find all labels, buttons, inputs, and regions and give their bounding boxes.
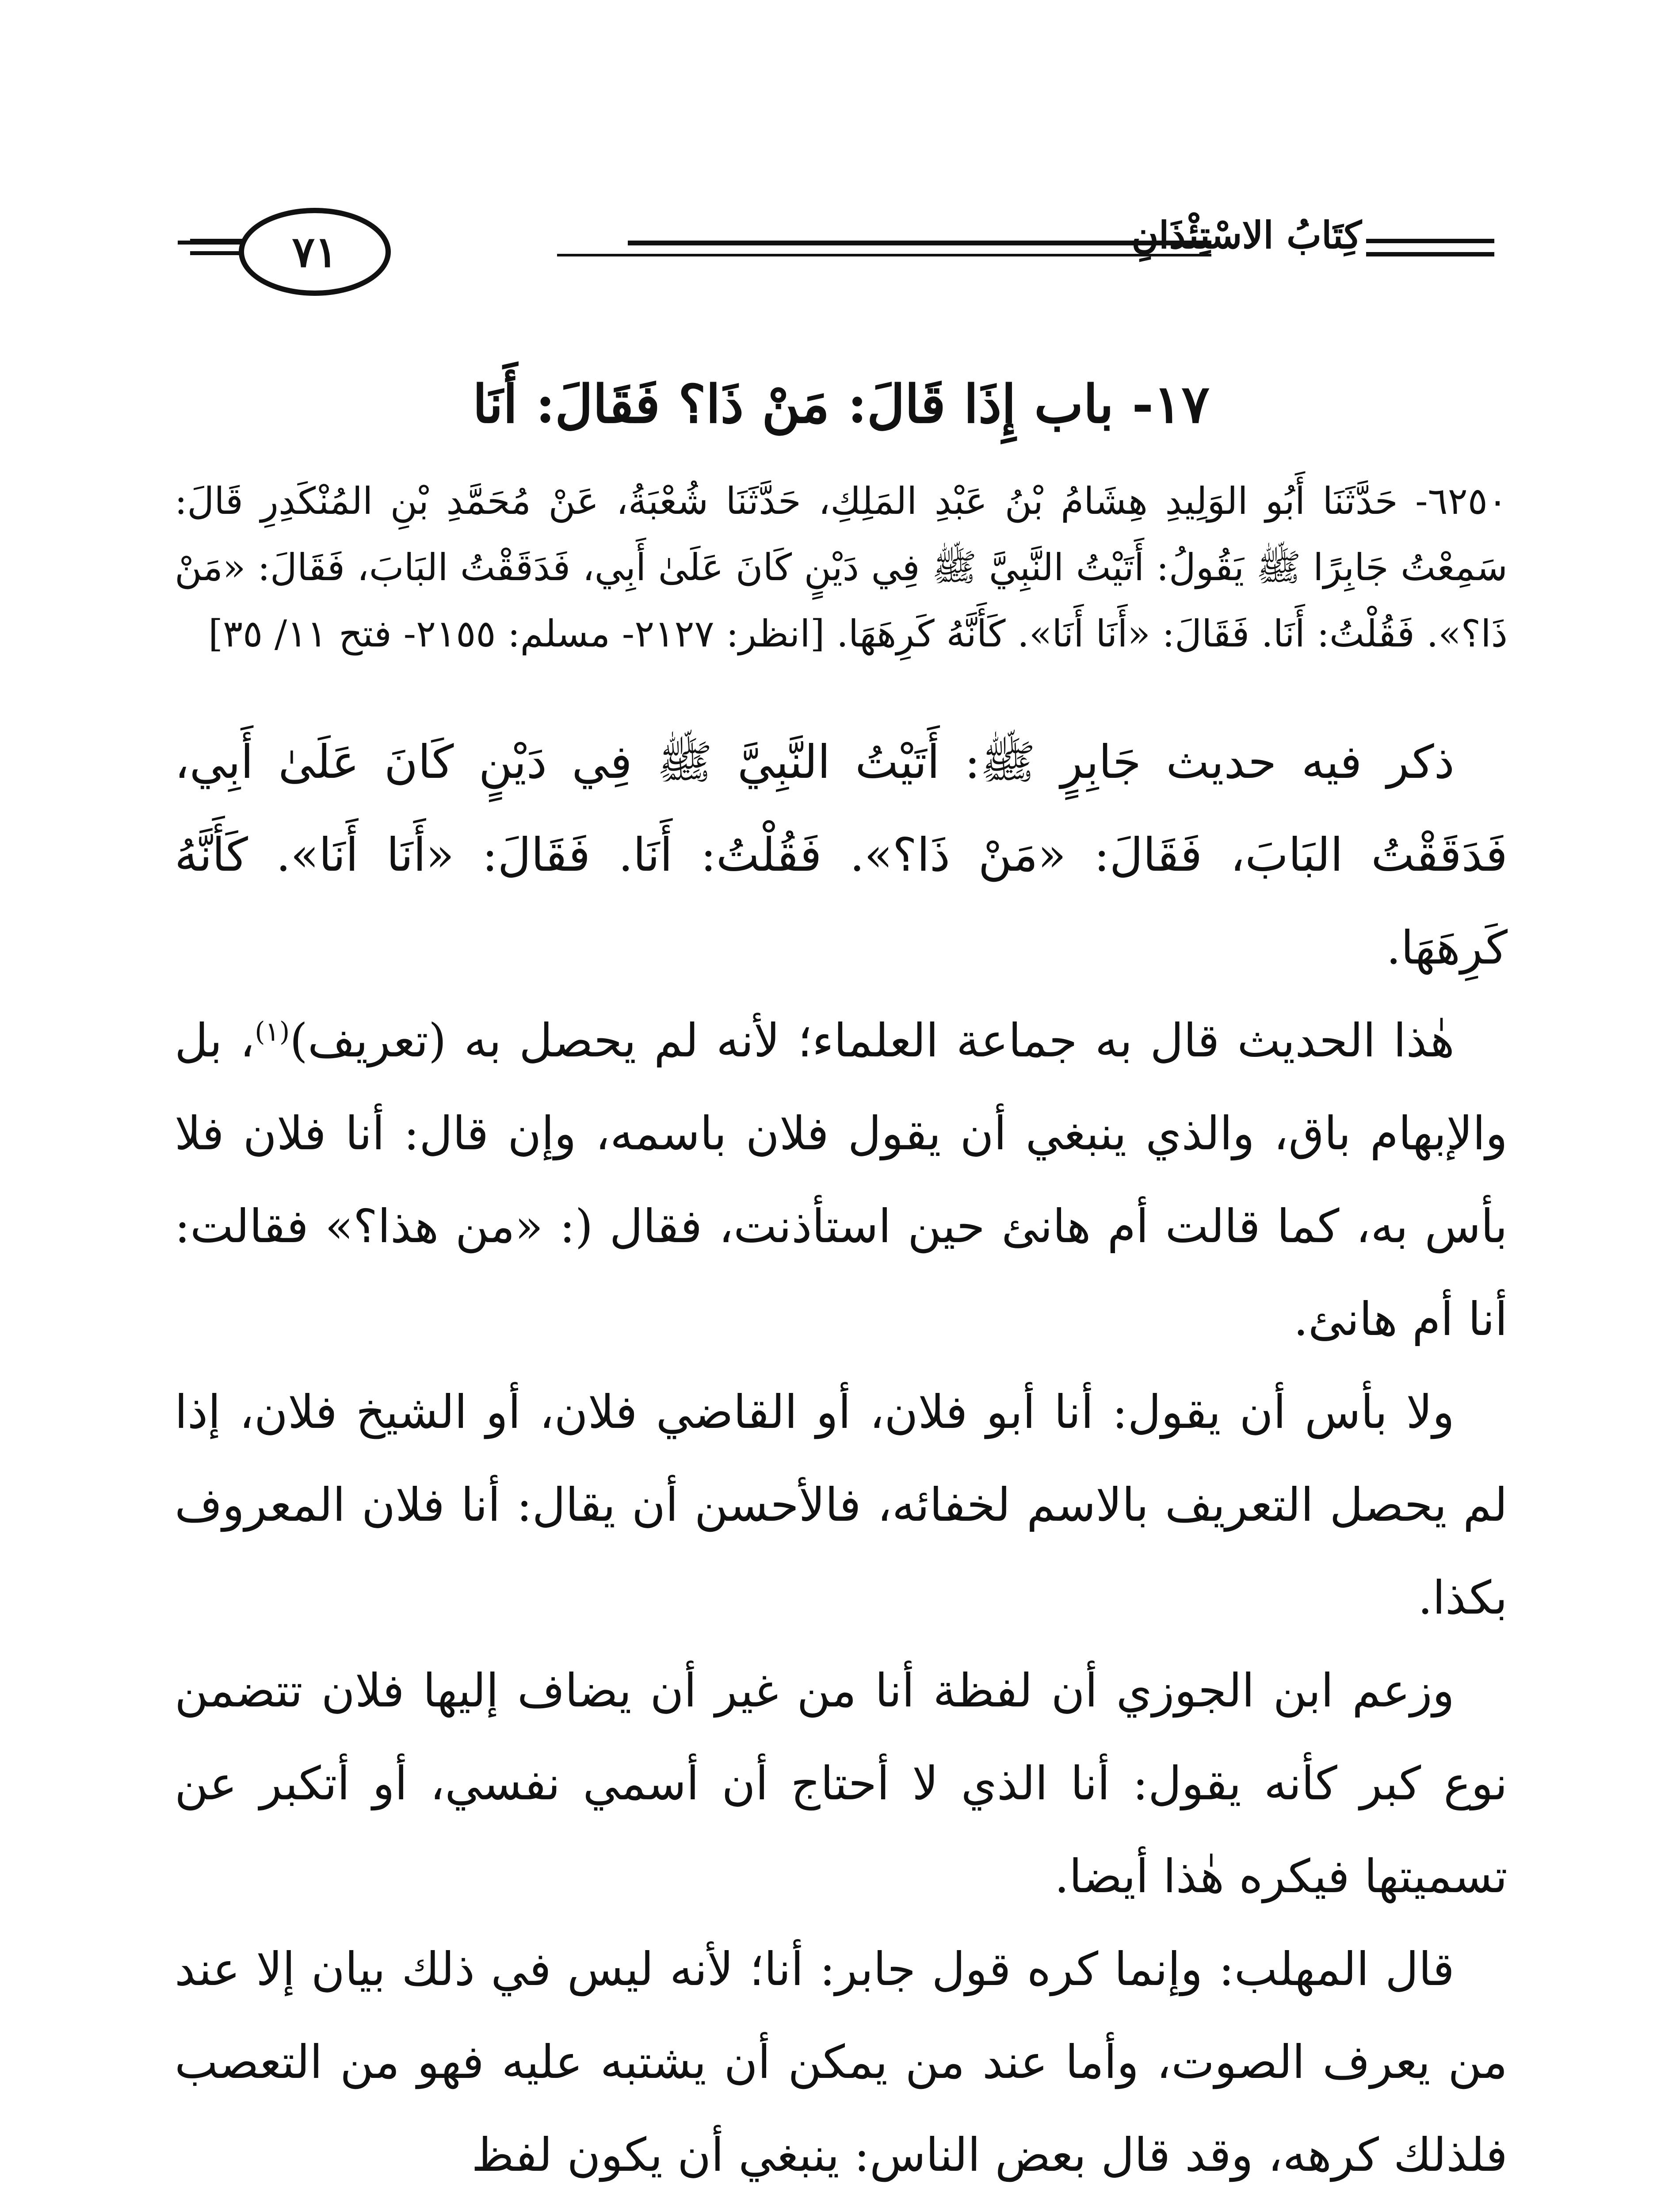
header-rule: [557, 254, 1211, 256]
page-header: [177, 213, 1512, 277]
page-number-badge: [239, 208, 391, 296]
paragraph-text: هٰذا الحديث قال به جماعة العلماء؛ لأنه لم يحصل به (تعريف): [290, 1013, 1455, 1067]
hadith-text: [175, 468, 1508, 667]
running-title: كِتَابُ الاسْتِئْذَانِ: [1131, 213, 1362, 257]
page-body: [175, 371, 1508, 2201]
header-rule: [628, 241, 1211, 245]
page-number: ٧١: [292, 227, 338, 277]
footnote-reference[interactable]: (١): [255, 1016, 290, 1047]
header-rule: [1366, 252, 1494, 256]
commentary-paragraph: ذكر فيه حديث جَابِرٍ ﷺ: أَتَيْتُ النَّبِيَّ ﷺ فِي دَيْنٍ كَانَ عَلَىٰ أَبِي، فَدَقَقْتُ البَابَ، فَقَالَ: «مَنْ ذَا؟». فَقُلْتُ: أَنَا. فَقَالَ: «أَنَا أَنَا». كَأَنَّهُ كَرِهَهَا.: [175, 734, 1508, 975]
commentary-paragraph: قال المهلب: وإنما كره قول جابر: أنا؛ لأنه ليس في ذلك بيان إلا عند من يعرف الصوت، وأما عند من يمكن أن يشتبه عليه فهو من التعصب فلذلك كرهه، وقد قال بعض الناس: ينبغي أن يكون لفظ: [175, 1942, 1508, 2182]
hadith-body: حَدَّثَنَا أَبُو الوَلِيدِ هِشَامُ بْنُ عَبْدِ المَلِكِ، حَدَّثَنَا شُعْبَةُ، عَنْ مُحَمَّدِ بْنِ المُنْكَدِرِ قَالَ: سَمِعْتُ جَابِرًا ﷺ يَقُولُ: أَتَيْتُ النَّبِيَّ ﷺ فِي دَيْنٍ كَانَ عَلَىٰ أَبِي، فَدَقَقْتُ البَابَ، فَقَالَ: «مَنْ ذَا؟». فَقُلْتُ: أَنَا. فَقَالَ: «أَنَا أَنَا». كَأَنَّهُ كَرِهَهَا. [انظر: ٢١٢٧- مسلم: ٢١٥٥- فتح ١١/ ٣٥]: [175, 479, 1508, 655]
commentary-paragraph: [175, 994, 1508, 1366]
commentary-paragraph: ولا بأس أن يقول: أنا أبو فلان، أو القاضي فلان، أو الشيخ فلان، إذا لم يحصل التعريف بالاسم لخفائه، فالأحسن أن يقال: أنا فلان المعروف بكذا.: [175, 1385, 1508, 1625]
commentary-paragraph: وزعم ابن الجوزي أن لفظة أنا من غير أن يضاف إليها فلان تتضمن نوع كبر كأنه يقول: أنا الذي لا أحتاج أن أسمي نفسي، أو أتكبر عن تسميتها فيكره هٰذا أيضا.: [175, 1663, 1508, 1903]
chapter-title: ١٧- باب إِذَا قَالَ: مَنْ ذَا؟ فَقَالَ: أَنَا: [473, 373, 1210, 435]
hadith-number: ٦٢٥٠-: [1415, 479, 1508, 523]
paragraph-text: ، بل والإبهام باق، والذي ينبغي أن يقول فلان باسمه، وإن قال: أنا فلان فلا بأس به، كما قالت أم هانئ حين استأذنت، فقال (: «من هذا؟» فقالت: أنا أم هانئ.: [175, 1013, 1508, 1346]
header-rule: [1366, 239, 1494, 243]
